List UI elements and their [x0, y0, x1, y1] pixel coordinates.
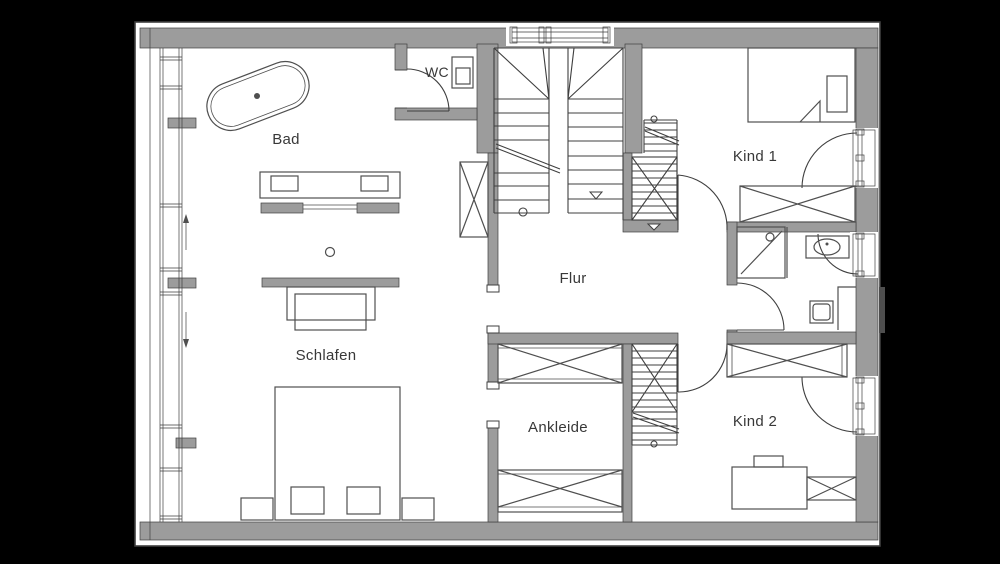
wc-bottom-wall [395, 108, 477, 120]
right-wall [856, 48, 878, 522]
facade-downpipe [879, 287, 885, 333]
flur-ankleide-wall [488, 333, 678, 344]
room-label-schlafen: Schlafen [295, 347, 357, 364]
room-label-kind1: Kind 1 [732, 148, 778, 165]
flur-schlafen-jamb-top [487, 285, 499, 292]
ankleide-jamb-top [487, 382, 499, 389]
kind2-left-wall [623, 344, 632, 522]
room-label-kind2: Kind 2 [732, 413, 778, 430]
bathtub-drain [254, 93, 260, 99]
wc-left-wall-upper [395, 44, 407, 70]
bath-left-wall-upper [727, 222, 737, 285]
shaft-wall-mid [623, 153, 632, 220]
top-window-opening [506, 24, 614, 46]
room-label-flur: Flur [559, 270, 587, 287]
ankleide-jamb-bottom [487, 421, 499, 428]
room-label-ankleide: Ankleide [528, 419, 588, 436]
flur-schlafen-jamb-bottom [487, 326, 499, 333]
room-label-bad: Bad [272, 131, 300, 148]
vanity-plinth-right [357, 203, 399, 213]
central-wall-low2 [488, 428, 498, 522]
kind2-top-wall [727, 332, 856, 344]
bad-schlafen-partition [262, 278, 399, 287]
vanity-plinth-left [261, 203, 303, 213]
bottom-wall [140, 522, 878, 540]
shaft-wall-upper [625, 44, 642, 153]
room-label-wc: WC [425, 64, 449, 80]
